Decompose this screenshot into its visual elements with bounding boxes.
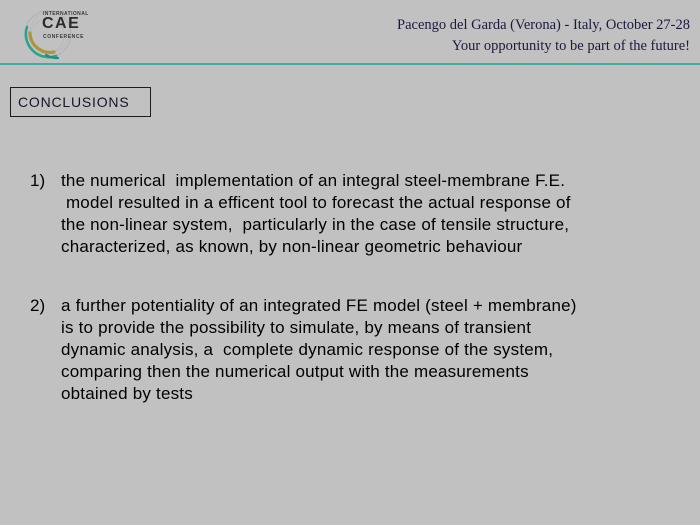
conclusion-item-1 bbox=[30, 170, 680, 258]
conclusion-item-2 bbox=[30, 295, 680, 405]
item-text bbox=[61, 295, 680, 405]
item-text-line: dynamic analysis, a complete dynamic response of the system, bbox=[61, 340, 554, 359]
item-number: 2) bbox=[30, 296, 46, 315]
item-text-line: comparing then the numerical output with the measurements bbox=[61, 362, 529, 381]
item-text-line: obtained by tests bbox=[61, 384, 193, 403]
item-text-line: the non-linear system, particularly in the case of tensile structure, bbox=[61, 215, 570, 234]
item-text-line: the numerical implementation of an integral steel-membrane F.E. bbox=[61, 171, 566, 190]
item-text-line: is to provide the possibility to simulate, by means of transient bbox=[61, 318, 532, 337]
header-tagline-line: Your opportunity to be part of the future! bbox=[451, 38, 690, 54]
item-text-line: model resulted in a efficent tool to forecast the actual response of bbox=[61, 193, 571, 212]
header-location-line: Pacengo del Garda (Verona) - Italy, October 27-28 bbox=[397, 17, 690, 33]
item-text-line: characterized, as known, by non-linear geometric behaviour bbox=[61, 237, 523, 256]
item-text-line: a further potentiality of an integrated FE model (steel + membrane) bbox=[61, 296, 577, 315]
conclusions-list bbox=[30, 170, 680, 442]
page-title: CONCLUSIONS bbox=[18, 94, 130, 110]
logo-bottom-text: CONFERENCE bbox=[43, 34, 85, 40]
logo-top-text: INTERNATIONAL bbox=[43, 11, 89, 17]
conclusions-title-box bbox=[10, 87, 151, 117]
header-info bbox=[397, 15, 690, 57]
item-text bbox=[61, 170, 680, 258]
header-divider-line bbox=[0, 63, 700, 65]
cae-conference-logo bbox=[24, 3, 94, 61]
item-number: 1) bbox=[30, 171, 46, 190]
logo-main-text: CAE bbox=[42, 15, 81, 32]
